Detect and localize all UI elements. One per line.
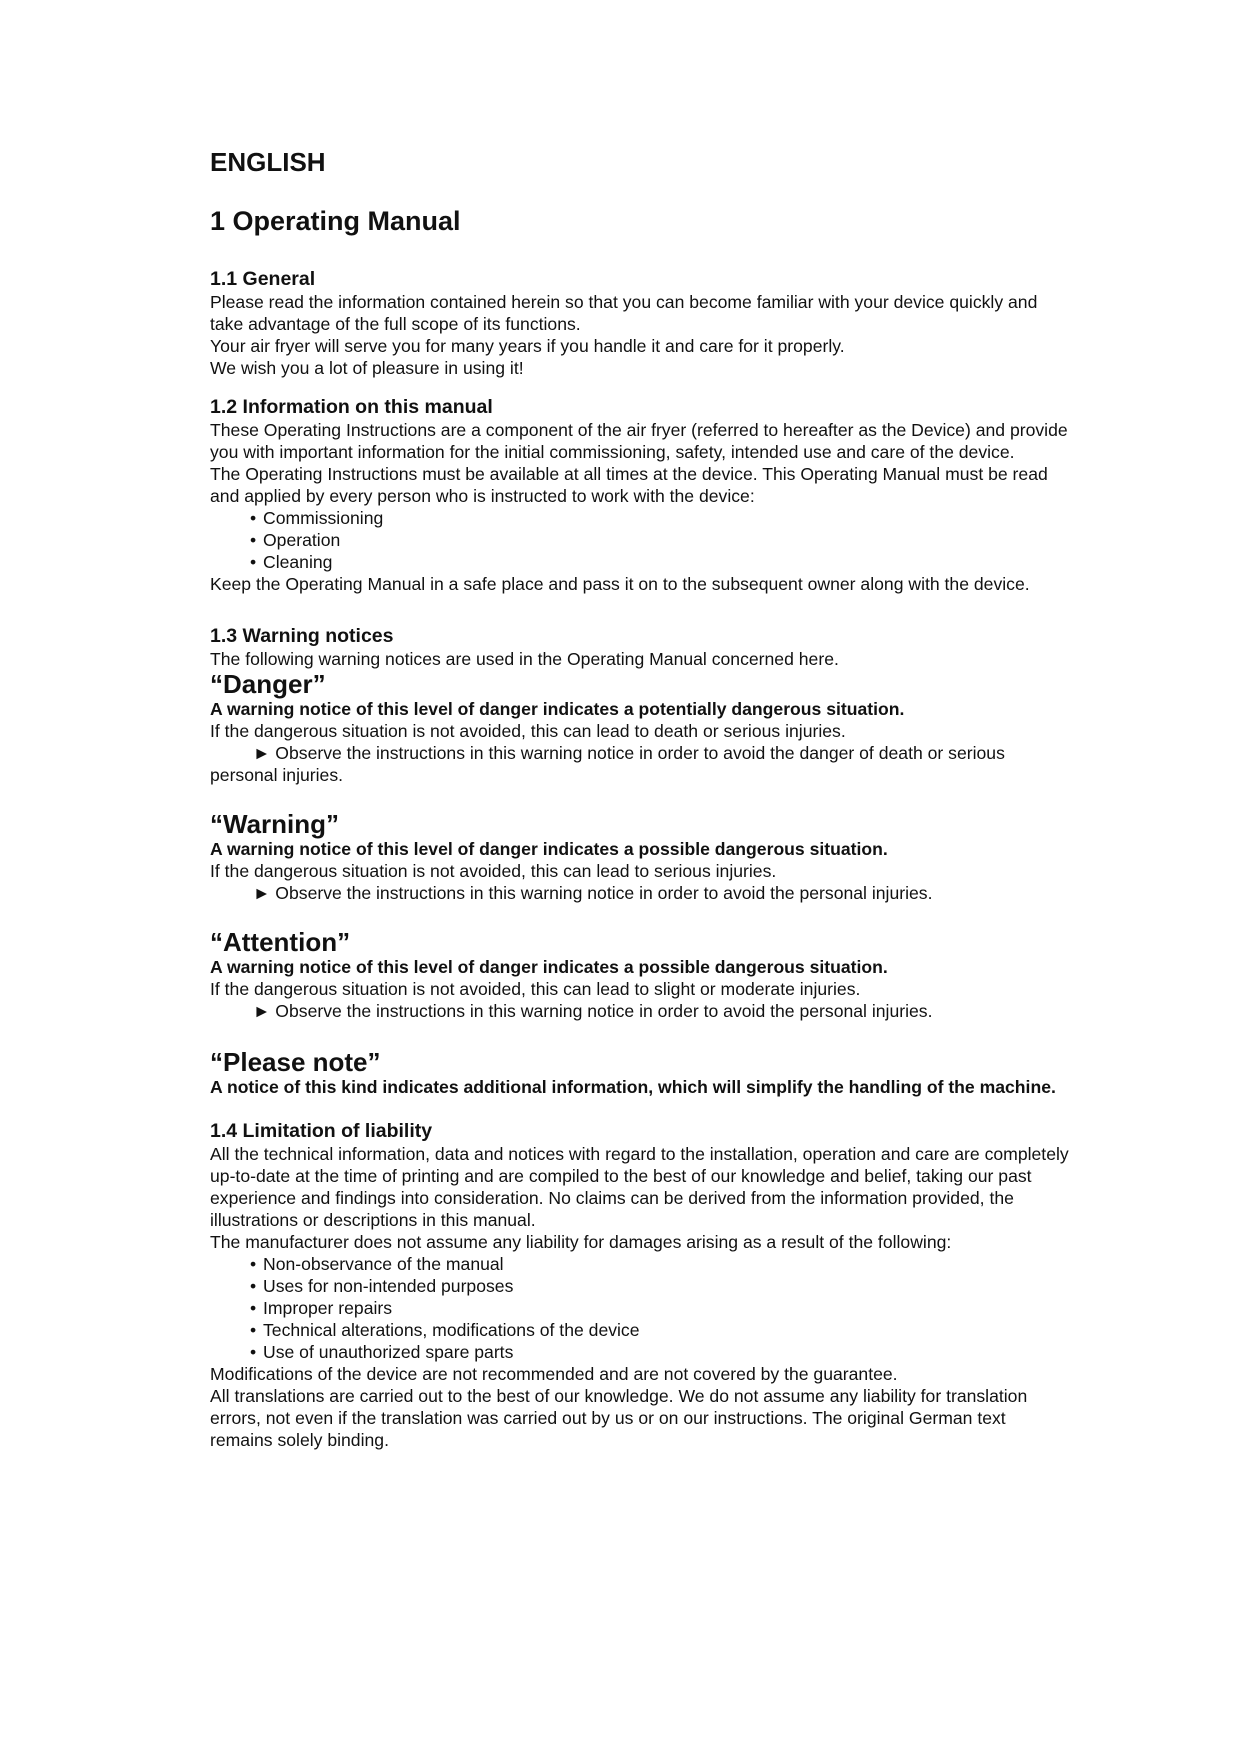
language-heading: ENGLISH <box>210 147 326 177</box>
paragraph: Please read the information contained herein so that you can become familiar with your device quickly and take advantage of the full scope of its functions. <box>210 292 1038 334</box>
notice-consequence: If the dangerous situation is not avoided, this can lead to death or serious injuries. <box>210 721 846 741</box>
paragraph: All the technical information, data and notices with regard to the installation, operation and care are completely up-to-date at the time of printing and are compiled to the best of our knowledge and belief, taking our past experience and findings into consideration. No claims can be derived from the information provided, the illustrations or descriptions in this manual. <box>210 1144 1069 1230</box>
section-general <box>210 268 1070 379</box>
notice-action: ► Observe the instructions in this warning notice in order to avoid the personal injuries. <box>253 883 933 903</box>
notice-please-note <box>210 1048 1070 1098</box>
notice-warning <box>210 810 1070 904</box>
list-item: • Cleaning <box>250 551 1070 573</box>
section-title: 1.2 Information on this manual <box>210 396 493 418</box>
list-item: • Non-observance of the manual <box>250 1253 1070 1275</box>
list-item: • Operation <box>250 529 1070 551</box>
section-title: 1.1 General <box>210 268 316 290</box>
document-page <box>210 146 1070 1451</box>
list-item: • Use of unauthorized spare parts <box>250 1341 1070 1363</box>
section-limitation-of-liability <box>210 1120 1070 1451</box>
notice-definition: A warning notice of this level of danger indicates a possible dangerous situation. <box>210 957 888 977</box>
section-information-on-manual <box>210 396 1070 595</box>
paragraph: We wish you a lot of pleasure in using it! <box>210 358 524 378</box>
notice-title: “Attention” <box>210 927 351 957</box>
notice-definition: A notice of this kind indicates additional information, which will simplify the handling of the machine. <box>210 1077 1056 1097</box>
section-title: 1.3 Warning notices <box>210 625 394 647</box>
notice-definition: A warning notice of this level of danger indicates a potentially dangerous situation. <box>210 699 905 719</box>
notice-action: ► Observe the instructions in this warning notice in order to avoid the personal injuries. <box>253 1001 933 1021</box>
notice-consequence: If the dangerous situation is not avoided, this can lead to serious injuries. <box>210 861 777 881</box>
list-item: • Uses for non-intended purposes <box>250 1275 1070 1297</box>
paragraph: All translations are carried out to the best of our knowledge. We do not assume any liability for translation errors, not even if the translation was carried out by us or on our instructions. The original German text remains solely binding. <box>210 1386 1028 1450</box>
paragraph: Modifications of the device are not recommended and are not covered by the guarantee. <box>210 1364 898 1384</box>
notice-title: “Warning” <box>210 809 340 839</box>
paragraph: The following warning notices are used in the Operating Manual concerned here. <box>210 649 839 669</box>
section-warning-notices <box>210 625 1070 1098</box>
paragraph: Your air fryer will serve you for many years if you handle it and care for it properly. <box>210 336 845 356</box>
paragraph: The manufacturer does not assume any liability for damages arising as a result of the following: <box>210 1232 952 1252</box>
chapter-title: 1 Operating Manual <box>210 206 461 236</box>
notice-attention <box>210 928 1070 1022</box>
bullet-list <box>210 507 1070 573</box>
notice-title: “Please note” <box>210 1047 381 1077</box>
notice-action: ► Observe the instructions in this warning notice in order to avoid the danger of death or serious personal injuries. <box>210 743 1005 785</box>
notice-title: “Danger” <box>210 669 326 699</box>
paragraph: The Operating Instructions must be available at all times at the device. This Operating Manual must be read and applied by every person who is instructed to work with the device: <box>210 464 1048 506</box>
list-item: • Technical alterations, modifications of the device <box>250 1319 1070 1341</box>
list-item: • Improper repairs <box>250 1297 1070 1319</box>
notice-danger <box>210 670 1070 786</box>
paragraph: These Operating Instructions are a component of the air fryer (referred to hereafter as the Device) and provide you with important information for the initial commissioning, safety, intended use and care of the device. <box>210 420 1068 462</box>
bullet-list <box>210 1253 1070 1363</box>
notice-definition: A warning notice of this level of danger indicates a possible dangerous situation. <box>210 839 888 859</box>
section-title: 1.4 Limitation of liability <box>210 1120 433 1142</box>
list-item: • Commissioning <box>250 507 1070 529</box>
paragraph: Keep the Operating Manual in a safe place and pass it on to the subsequent owner along with the device. <box>210 574 1030 594</box>
notice-consequence: If the dangerous situation is not avoided, this can lead to slight or moderate injuries. <box>210 979 861 999</box>
